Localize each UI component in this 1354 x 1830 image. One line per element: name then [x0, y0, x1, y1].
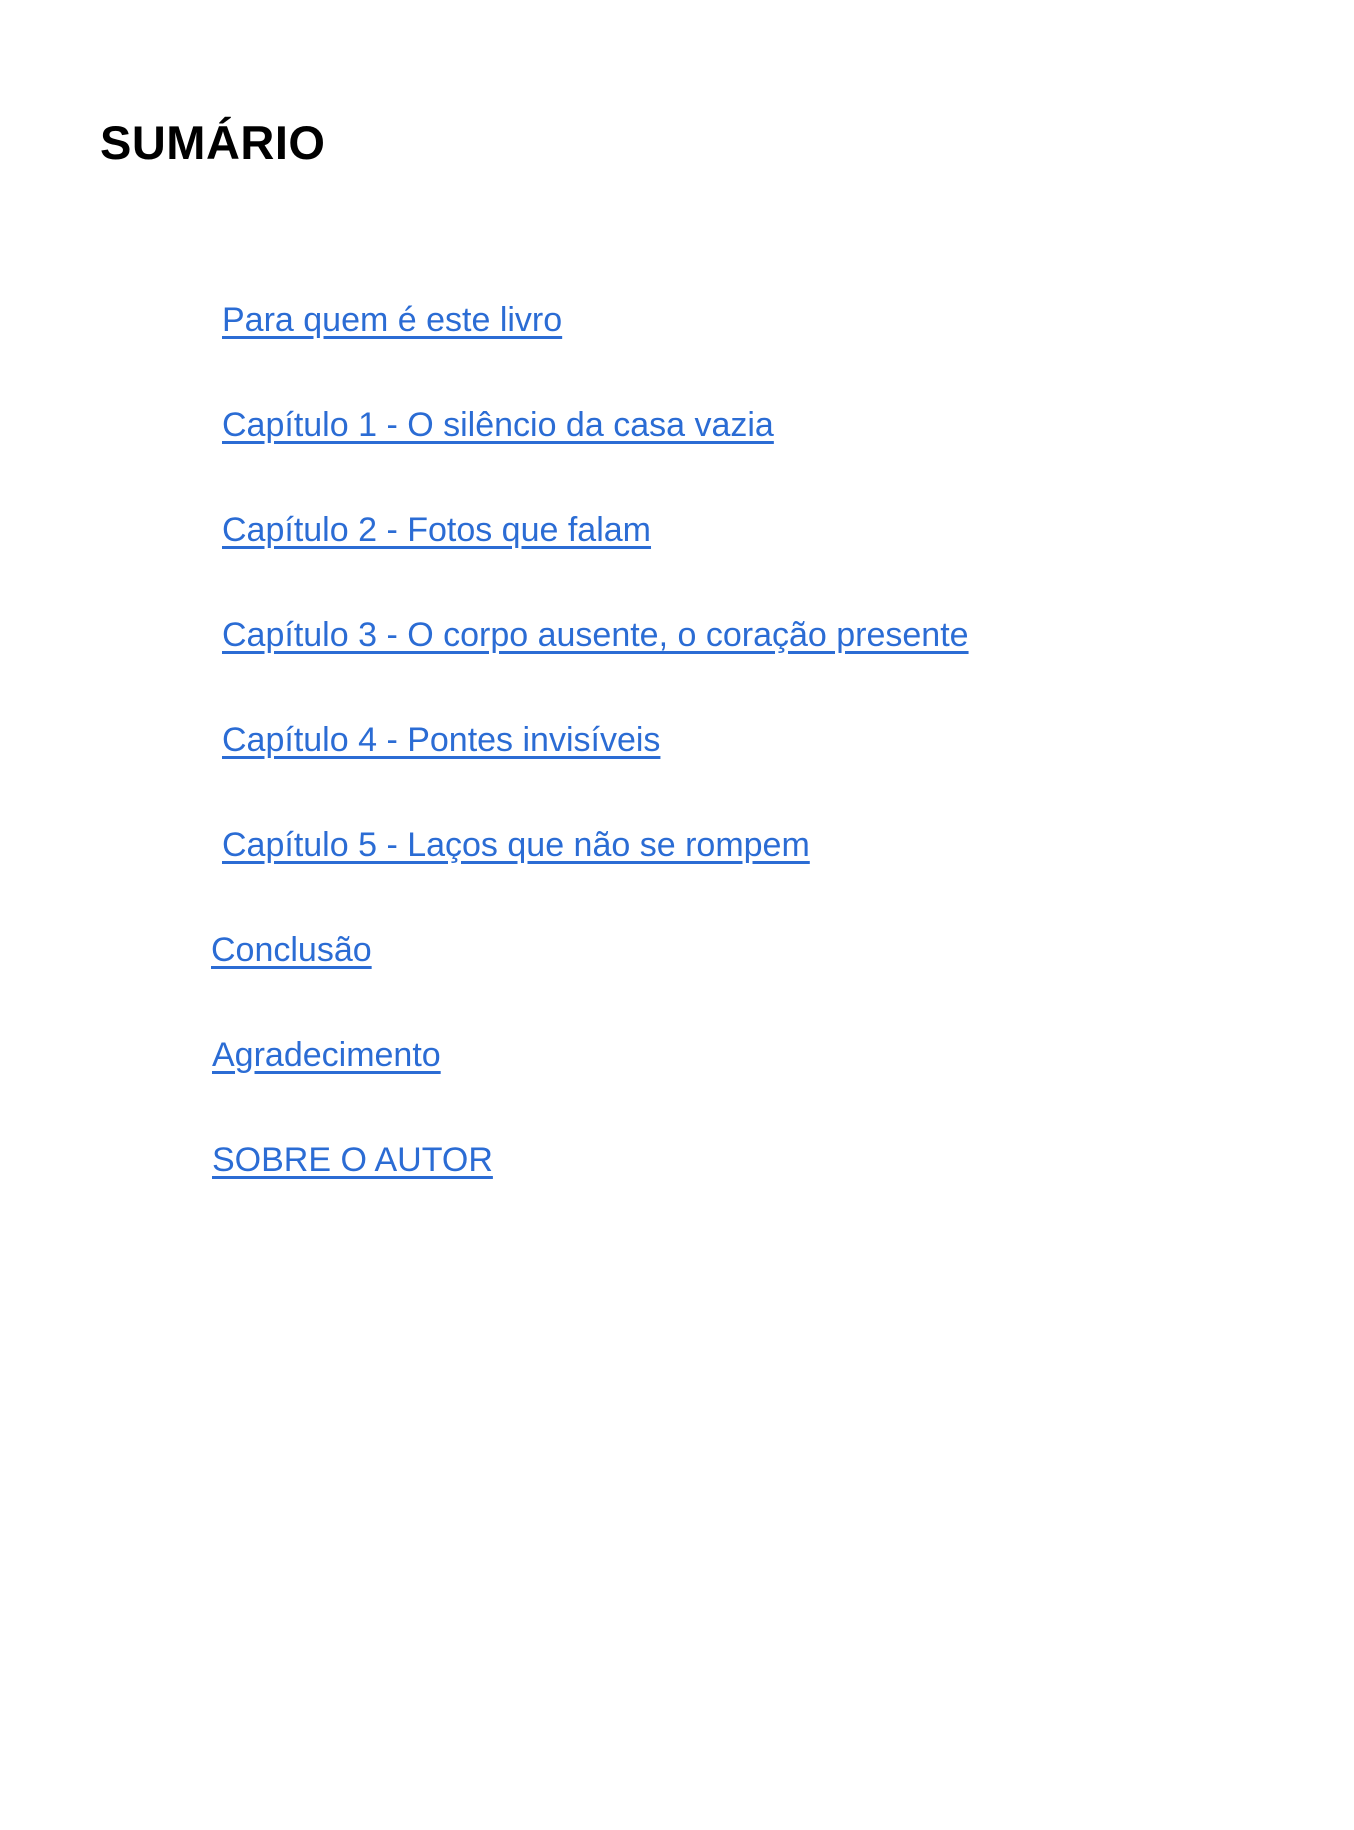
- toc-link-capitulo-2[interactable]: Capítulo 2 - Fotos que falam: [222, 511, 652, 549]
- list-item: [0, 300, 1354, 405]
- list-item: [0, 510, 1354, 615]
- toc-link-conclusao[interactable]: Conclusão: [211, 931, 372, 969]
- list-item: [0, 405, 1354, 510]
- table-of-contents: [0, 300, 1354, 1245]
- toc-link-sobre-o-autor[interactable]: SOBRE O AUTOR: [212, 1141, 493, 1179]
- list-item: [0, 825, 1354, 930]
- list-item: [0, 615, 1354, 720]
- page-title: SUMÁRIO: [100, 116, 326, 170]
- toc-link-capitulo-4[interactable]: Capítulo 4 - Pontes invisíveis: [222, 721, 661, 759]
- toc-link-capitulo-5[interactable]: Capítulo 5 - Laços que não se rompem: [222, 826, 810, 864]
- toc-link-capitulo-3[interactable]: Capítulo 3 - O corpo ausente, o coração presente: [222, 616, 969, 654]
- list-item: [0, 1035, 1354, 1140]
- list-item: [0, 930, 1354, 1035]
- toc-link-para-quem-e-este-livro[interactable]: Para quem é este livro: [222, 301, 563, 339]
- list-item: [0, 720, 1354, 825]
- toc-link-capitulo-1[interactable]: Capítulo 1 - O silêncio da casa vazia: [222, 406, 774, 444]
- toc-link-agradecimento[interactable]: Agradecimento: [212, 1036, 441, 1074]
- list-item: [0, 1140, 1354, 1245]
